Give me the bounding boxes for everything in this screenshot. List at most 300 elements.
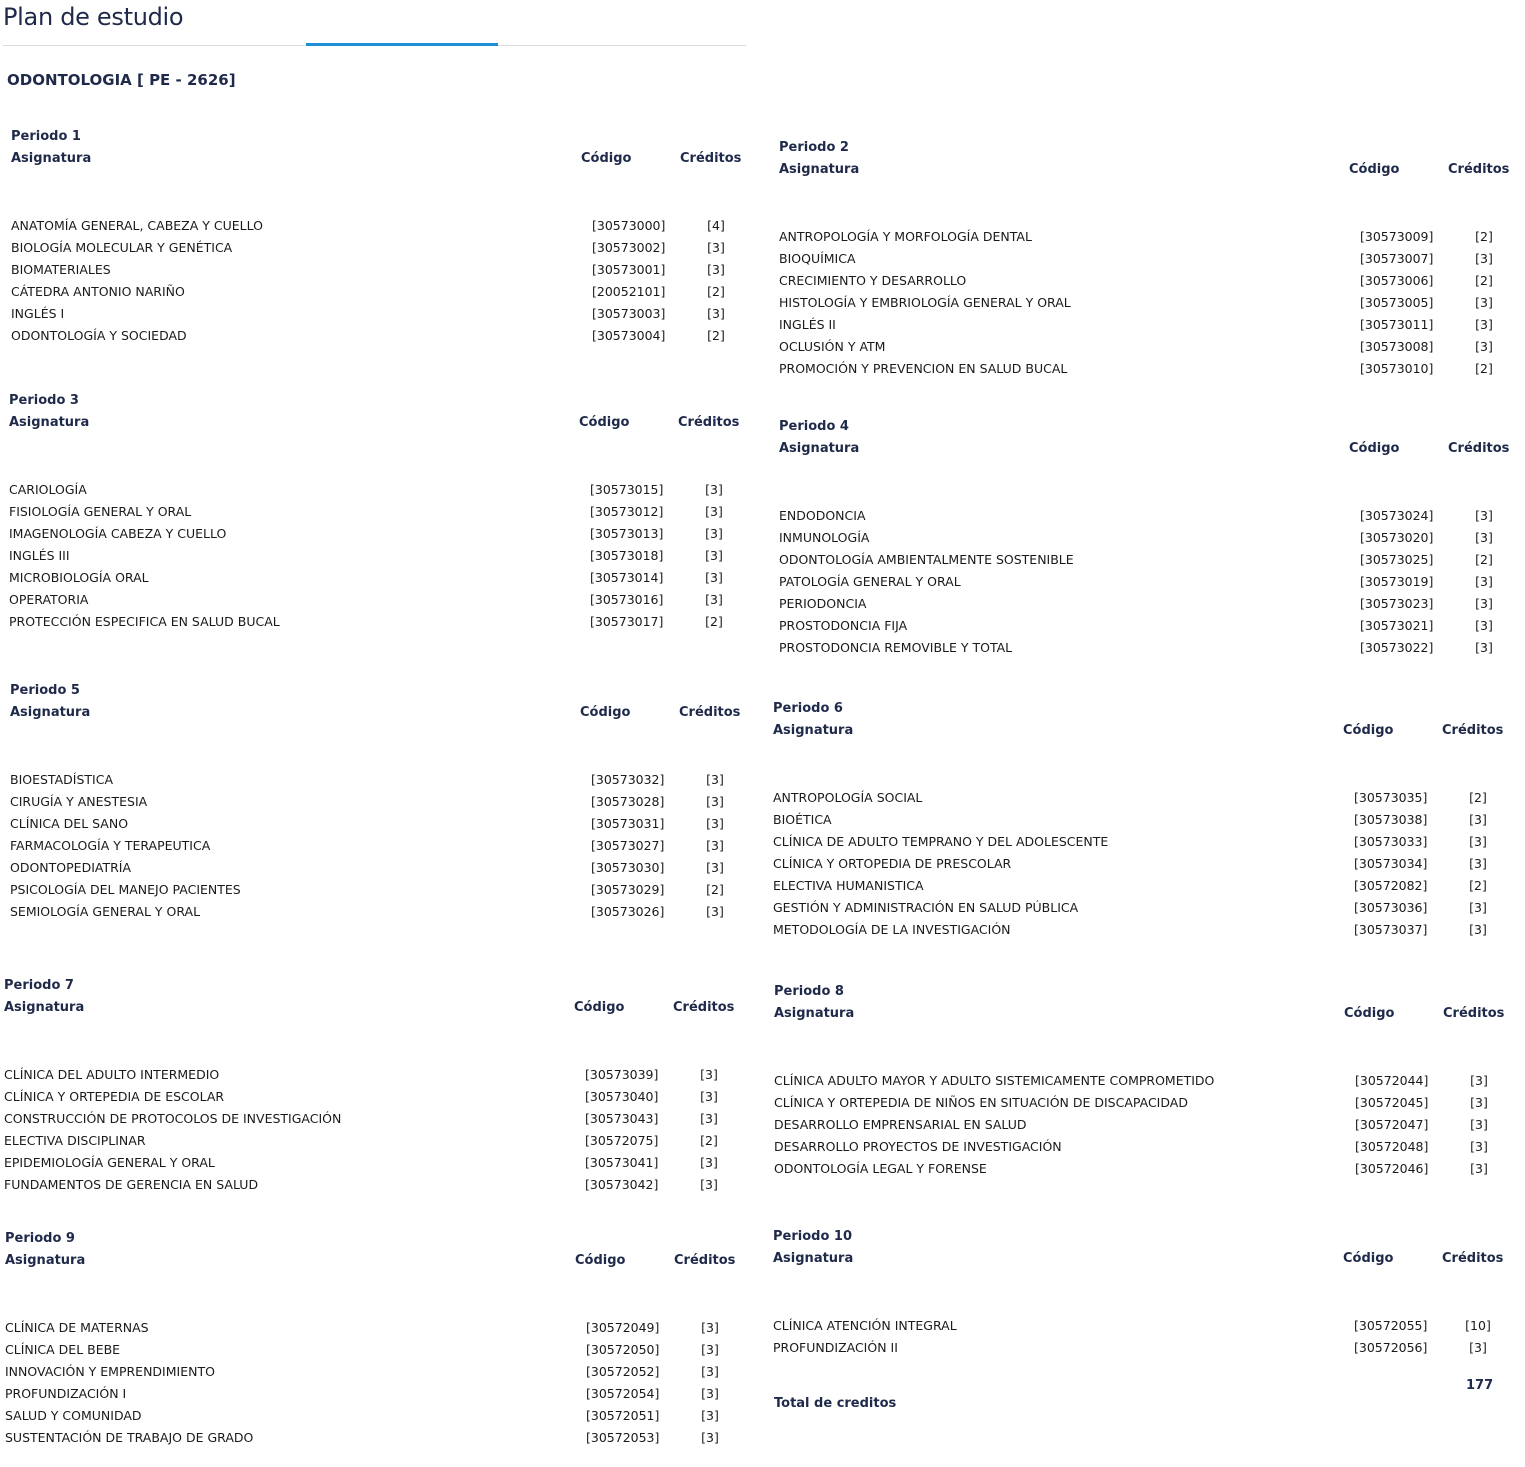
subject-code: [30573043] [585,1111,659,1126]
subject-row [5,1405,740,1427]
subject-credits: [3] [705,570,723,585]
subject-row [779,248,1514,270]
subject-list [11,215,746,347]
column-headers [773,720,1508,742]
period-title: Periodo 5 [10,683,80,698]
subject-row [774,1092,1509,1114]
subject-name: CLÍNICA DE MATERNAS [5,1320,149,1335]
subject-row [4,1108,739,1130]
subject-code: [30572047] [1355,1117,1429,1132]
subject-row [779,571,1514,593]
period-title: Periodo 1 [11,129,81,144]
total-credits-value: 177 [1466,1378,1494,1393]
page-title: Plan de estudio [3,3,184,31]
subject-credits: [3] [1475,640,1493,655]
subject-name: ANATOMÍA GENERAL, CABEZA Y CUELLO [11,218,263,233]
subject-code: [30573029] [591,882,665,897]
subject-code: [30572052] [586,1364,660,1379]
subject-code: [30573010] [1360,361,1434,376]
subject-code: [30573006] [1360,273,1434,288]
subject-credits: [3] [707,306,725,321]
subject-credits: [3] [1470,1095,1488,1110]
subject-credits: [3] [701,1342,719,1357]
subject-name: CLÍNICA DEL BEBE [5,1342,121,1357]
period-title: Periodo 9 [5,1231,75,1246]
subject-row [10,879,745,901]
subject-row [779,549,1514,571]
column-header-credits: Créditos [679,705,741,720]
subject-name: BIOQUÍMICA [779,251,856,266]
subject-row [779,637,1514,659]
subject-name: MICROBIOLOGÍA ORAL [9,570,149,585]
subject-code: [30572049] [586,1320,660,1335]
subject-row [774,1158,1509,1180]
subject-credits: [3] [701,1364,719,1379]
column-header-credits: Créditos [1442,723,1504,738]
subject-code: [30573028] [591,794,665,809]
subject-name: PROSTODONCIA FIJA [779,618,908,633]
subject-name: INGLÉS I [11,306,65,321]
subject-credits: [2] [1475,361,1493,376]
subject-row [773,853,1508,875]
subject-credits: [3] [705,526,723,541]
subject-name: CLÍNICA Y ORTEPEDIA DE NIÑOS EN SITUACIÓN DE DISCAPACIDAD [774,1095,1188,1110]
period-block [773,1226,1508,1359]
subject-code: [30573001] [592,262,666,277]
subject-credits: [3] [705,504,723,519]
subject-name: CLÍNICA Y ORTOPEDIA DE PRESCOLAR [773,856,1012,871]
subject-name: ODONTOLOGÍA AMBIENTALMENTE SOSTENIBLE [779,552,1074,567]
subject-code: [30573012] [590,504,664,519]
subject-code: [30573018] [590,548,664,563]
subject-name: GESTIÓN Y ADMINISTRACIÓN EN SALUD PÚBLICA [773,900,1079,915]
subject-credits: [2] [706,882,724,897]
subject-name: ODONTOLOGÍA LEGAL Y FORENSE [774,1161,987,1176]
subject-name: DESARROLLO EMPRENSARIAL EN SALUD [774,1117,1027,1132]
subject-credits: [3] [1470,1139,1488,1154]
subject-name: PSICOLOGÍA DEL MANEJO PACIENTES [10,882,241,897]
subject-credits: [3] [1469,856,1487,871]
subject-credits: [3] [1475,339,1493,354]
column-header-subject: Asignatura [9,415,90,430]
subject-name: ANTROPOLOGÍA SOCIAL [773,790,923,805]
column-header-credits: Créditos [1442,1251,1504,1266]
subject-name: PROMOCIÓN Y PREVENCION EN SALUD BUCAL [779,361,1068,376]
subject-name: PROTECCIÓN ESPECIFICA EN SALUD BUCAL [9,614,280,629]
column-header-credits: Créditos [674,1253,736,1268]
period-title: Periodo 7 [4,978,74,993]
subject-code: [30573004] [592,328,666,343]
column-header-subject: Asignatura [773,723,854,738]
subject-name: INMUNOLOGÍA [779,530,870,545]
subject-credits: [2] [1475,552,1493,567]
subject-row [5,1317,740,1339]
subject-credits: [3] [700,1177,718,1192]
column-header-code: Código [574,1000,625,1015]
subject-list [4,1064,739,1196]
subject-credits: [3] [1475,508,1493,523]
subject-credits: [3] [1475,317,1493,332]
column-header-credits: Créditos [1448,441,1510,456]
subject-code: [30572053] [586,1430,660,1445]
subject-credits: [3] [1469,922,1487,937]
subject-code: [30572054] [586,1386,660,1401]
subject-list [773,787,1508,941]
subject-code: [30573031] [591,816,665,831]
subject-code: [30573036] [1354,900,1428,915]
subject-code: [30573002] [592,240,666,255]
subject-code: [30572051] [586,1408,660,1423]
subject-credits: [3] [707,240,725,255]
subject-code: [30572050] [586,1342,660,1357]
subject-credits: [3] [1475,618,1493,633]
subject-row [779,615,1514,637]
subject-name: SALUD Y COMUNIDAD [5,1408,142,1423]
subject-name: ELECTIVA HUMANISTICA [773,878,924,893]
subject-row [774,1070,1509,1092]
subject-row [779,358,1514,380]
subject-code: [30573026] [591,904,665,919]
subject-credits: [3] [1469,834,1487,849]
subject-name: ODONTOPEDIATRÍA [10,860,132,875]
subject-credits: [2] [707,284,725,299]
subject-row [9,567,744,589]
subject-code: [30572055] [1354,1318,1428,1333]
subject-credits: [3] [1475,574,1493,589]
subject-list [773,1315,1508,1359]
subject-code: [30572046] [1355,1161,1429,1176]
subject-code: [30573039] [585,1067,659,1082]
subject-credits: [2] [1475,273,1493,288]
subject-row [5,1427,740,1449]
subject-credits: [3] [706,904,724,919]
subject-code: [30573008] [1360,339,1434,354]
subject-name: INNOVACIÓN Y EMPRENDIMIENTO [5,1364,215,1379]
subject-row [10,813,745,835]
period-block [4,975,739,1196]
period-block [5,1228,740,1449]
subject-code: [30573019] [1360,574,1434,589]
subject-row [11,215,746,237]
subject-code: [30572048] [1355,1139,1429,1154]
subject-code: [30573022] [1360,640,1434,655]
subject-credits: [3] [705,482,723,497]
column-headers [4,997,739,1019]
column-header-subject: Asignatura [774,1006,855,1021]
column-header-credits: Créditos [680,151,742,166]
subject-code: [30573038] [1354,812,1428,827]
subject-code: [30573000] [592,218,666,233]
subject-name: INGLÉS II [779,317,836,332]
subject-code: [30573027] [591,838,665,853]
subject-row [779,527,1514,549]
subject-name: CARIOLOGÍA [9,482,87,497]
subject-name: PROFUNDIZACIÓN II [773,1340,898,1355]
subject-code: [30573040] [585,1089,659,1104]
subject-row [779,505,1514,527]
subject-code: [30572082] [1354,878,1428,893]
subject-credits: [3] [706,838,724,853]
subject-list [9,479,744,633]
subject-row [9,611,744,633]
subject-code: [30572056] [1354,1340,1428,1355]
subject-name: BIOMATERIALES [11,262,111,277]
subject-row [5,1361,740,1383]
subject-credits: [3] [1475,251,1493,266]
subject-credits: [3] [707,262,725,277]
subject-row [11,237,746,259]
period-title: Periodo 8 [774,984,844,999]
subject-credits: [3] [701,1430,719,1445]
subject-code: [30573023] [1360,596,1434,611]
subject-row [4,1064,739,1086]
subject-name: SUSTENTACIÓN DE TRABAJO DE GRADO [5,1430,254,1445]
column-header-subject: Asignatura [779,162,860,177]
subject-name: BIOLOGÍA MOLECULAR Y GENÉTICA [11,240,233,255]
subject-credits: [3] [1470,1073,1488,1088]
subject-row [4,1130,739,1152]
subject-name: FISIOLOGÍA GENERAL Y ORAL [9,504,192,519]
subject-row [11,281,746,303]
subject-credits: [3] [700,1155,718,1170]
period-title: Periodo 10 [773,1229,852,1244]
period-block [9,390,744,633]
subject-name: HISTOLOGÍA Y EMBRIOLOGÍA GENERAL Y ORAL [779,295,1071,310]
column-headers [774,1003,1509,1025]
column-header-code: Código [580,705,631,720]
subject-name: ODONTOLOGÍA Y SOCIEDAD [11,328,187,343]
subject-row [9,589,744,611]
period-block [10,680,745,923]
subject-row [779,593,1514,615]
column-headers [9,412,744,434]
subject-credits: [3] [701,1320,719,1335]
subject-row [773,831,1508,853]
subject-code: [30573014] [590,570,664,585]
column-header-subject: Asignatura [10,705,91,720]
subject-credits: [3] [700,1067,718,1082]
subject-name: OCLUSIÓN Y ATM [779,339,886,354]
column-header-code: Código [581,151,632,166]
subject-credits: [3] [701,1386,719,1401]
column-headers [779,159,1514,181]
subject-code: [30573037] [1354,922,1428,937]
subject-row [779,314,1514,336]
subject-code: [30573042] [585,1177,659,1192]
subject-row [9,545,744,567]
subject-name: ELECTIVA DISCIPLINAR [4,1133,146,1148]
subject-code: [30573025] [1360,552,1434,567]
column-header-credits: Créditos [678,415,740,430]
subject-code: [30573013] [590,526,664,541]
column-header-subject: Asignatura [5,1253,86,1268]
subject-row [11,259,746,281]
subject-name: CIRUGÍA Y ANESTESIA [10,794,148,809]
subject-code: [30573041] [585,1155,659,1170]
subject-code: [30573034] [1354,856,1428,871]
column-header-subject: Asignatura [773,1251,854,1266]
subject-row [773,787,1508,809]
subject-credits: [3] [705,592,723,607]
subject-code: [30573005] [1360,295,1434,310]
subject-code: [30573003] [592,306,666,321]
subject-name: CÁTEDRA ANTONIO NARIÑO [11,284,185,299]
subject-credits: [2] [707,328,725,343]
subject-row [4,1174,739,1196]
subject-row [5,1339,740,1361]
subject-name: INGLÉS III [9,548,70,563]
subject-credits: [3] [706,816,724,831]
period-block [773,698,1508,941]
subject-credits: [3] [701,1408,719,1423]
column-headers [773,1248,1508,1270]
subject-name: CONSTRUCCIÓN DE PROTOCOLOS DE INVESTIGACIÓN [4,1111,342,1126]
subject-credits: [3] [1475,295,1493,310]
subject-credits: [4] [707,218,725,233]
subject-credits: [2] [1475,229,1493,244]
subject-code: [30573032] [591,772,665,787]
subject-name: OPERATORIA [9,592,89,607]
period-title: Periodo 3 [9,393,79,408]
column-header-subject: Asignatura [779,441,860,456]
subject-code: [30573016] [590,592,664,607]
subject-name: PERIODONCIA [779,596,867,611]
column-header-credits: Créditos [1448,162,1510,177]
column-header-code: Código [1343,723,1394,738]
subject-code: [30573024] [1360,508,1434,523]
subject-code: [30573009] [1360,229,1434,244]
column-header-subject: Asignatura [11,151,92,166]
subject-row [773,919,1508,941]
subject-list [779,505,1514,659]
subject-name: PROSTODONCIA REMOVIBLE Y TOTAL [779,640,1013,655]
column-header-code: Código [1344,1006,1395,1021]
subject-row [779,226,1514,248]
subject-code: [30573020] [1360,530,1434,545]
subject-name: CLÍNICA DE ADULTO TEMPRANO Y DEL ADOLESCENTE [773,834,1109,849]
subject-list [779,226,1514,380]
subject-list [10,769,745,923]
subject-credits: [3] [1469,812,1487,827]
subject-credits: [3] [1469,900,1487,915]
subject-credits: [3] [1470,1161,1488,1176]
subject-row [10,857,745,879]
subject-credits: [10] [1465,1318,1491,1333]
subject-name: BIOÉTICA [773,812,832,827]
subject-name: FARMACOLOGÍA Y TERAPEUTICA [10,838,211,853]
column-header-code: Código [575,1253,626,1268]
subject-name: CLÍNICA ATENCIÓN INTEGRAL [773,1318,957,1333]
column-headers [11,148,746,170]
column-headers [5,1250,740,1272]
subject-name: METODOLOGÍA DE LA INVESTIGACIÓN [773,922,1011,937]
subject-name: IMAGENOLOGÍA CABEZA Y CUELLO [9,526,227,541]
subject-code: [30573030] [591,860,665,875]
column-header-credits: Créditos [1443,1006,1505,1021]
subject-row [10,791,745,813]
subject-code: [30572044] [1355,1073,1429,1088]
subject-row [773,875,1508,897]
subject-name: DESARROLLO PROYECTOS DE INVESTIGACIÓN [774,1139,1062,1154]
column-header-code: Código [1349,162,1400,177]
subject-name: CLÍNICA DEL SANO [10,816,129,831]
column-headers [779,438,1514,460]
subject-credits: [2] [705,614,723,629]
period-block [779,137,1514,380]
column-header-code: Código [1349,441,1400,456]
subject-name: PROFUNDIZACIÓN I [5,1386,127,1401]
subject-name: SEMIOLOGÍA GENERAL Y ORAL [10,904,201,919]
column-header-subject: Asignatura [4,1000,85,1015]
subject-row [773,1315,1508,1337]
subject-code: [30573015] [590,482,664,497]
subject-credits: [2] [1469,878,1487,893]
subject-credits: [2] [700,1133,718,1148]
subject-code: [30573033] [1354,834,1428,849]
subject-row [4,1152,739,1174]
subject-row [779,270,1514,292]
subject-credits: [3] [706,772,724,787]
subject-code: [30573017] [590,614,664,629]
column-header-credits: Créditos [673,1000,735,1015]
subject-row [773,809,1508,831]
subject-name: CLÍNICA ADULTO MAYOR Y ADULTO SISTEMICAMENTE COMPROMETIDO [774,1073,1215,1088]
subject-name: ENDODONCIA [779,508,866,523]
column-header-code: Código [579,415,630,430]
subject-name: PATOLOGÍA GENERAL Y ORAL [779,574,961,589]
subject-row [11,325,746,347]
total-credits-label: Total de creditos [774,1396,897,1411]
subject-row [779,336,1514,358]
period-block [774,981,1509,1180]
subject-row [9,479,744,501]
period-title: Periodo 6 [773,701,843,716]
subject-code: [20052101] [592,284,666,299]
subject-credits: [3] [1475,530,1493,545]
subject-code: [30573007] [1360,251,1434,266]
subject-credits: [3] [705,548,723,563]
subject-credits: [3] [706,794,724,809]
subject-row [10,835,745,857]
subject-name: BIOESTADÍSTICA [10,772,113,787]
subject-credits: [3] [700,1089,718,1104]
period-block [779,416,1514,659]
subject-row [4,1086,739,1108]
subject-code: [30573021] [1360,618,1434,633]
subject-name: CLÍNICA Y ORTEPEDIA DE ESCOLAR [4,1089,225,1104]
subject-row [774,1114,1509,1136]
period-block [11,126,746,347]
subject-name: EPIDEMIOLOGÍA GENERAL Y ORAL [4,1155,215,1170]
column-headers [10,702,745,724]
subject-row [10,769,745,791]
subject-name: CLÍNICA DEL ADULTO INTERMEDIO [4,1067,220,1082]
subject-code: [30572075] [585,1133,659,1148]
subject-list [774,1070,1509,1180]
subject-row [11,303,746,325]
subject-row [773,1337,1508,1359]
subject-credits: [3] [706,860,724,875]
active-tab-indicator [306,43,498,46]
subject-code: [30573035] [1354,790,1428,805]
period-title: Periodo 2 [779,140,849,155]
subject-name: FUNDAMENTOS DE GERENCIA EN SALUD [4,1177,259,1192]
program-title: ODONTOLOGIA [ PE - 2626] [7,71,236,89]
subject-row [9,501,744,523]
subject-name: ANTROPOLOGÍA Y MORFOLOGÍA DENTAL [779,229,1032,244]
period-title: Periodo 4 [779,419,849,434]
subject-row [5,1383,740,1405]
